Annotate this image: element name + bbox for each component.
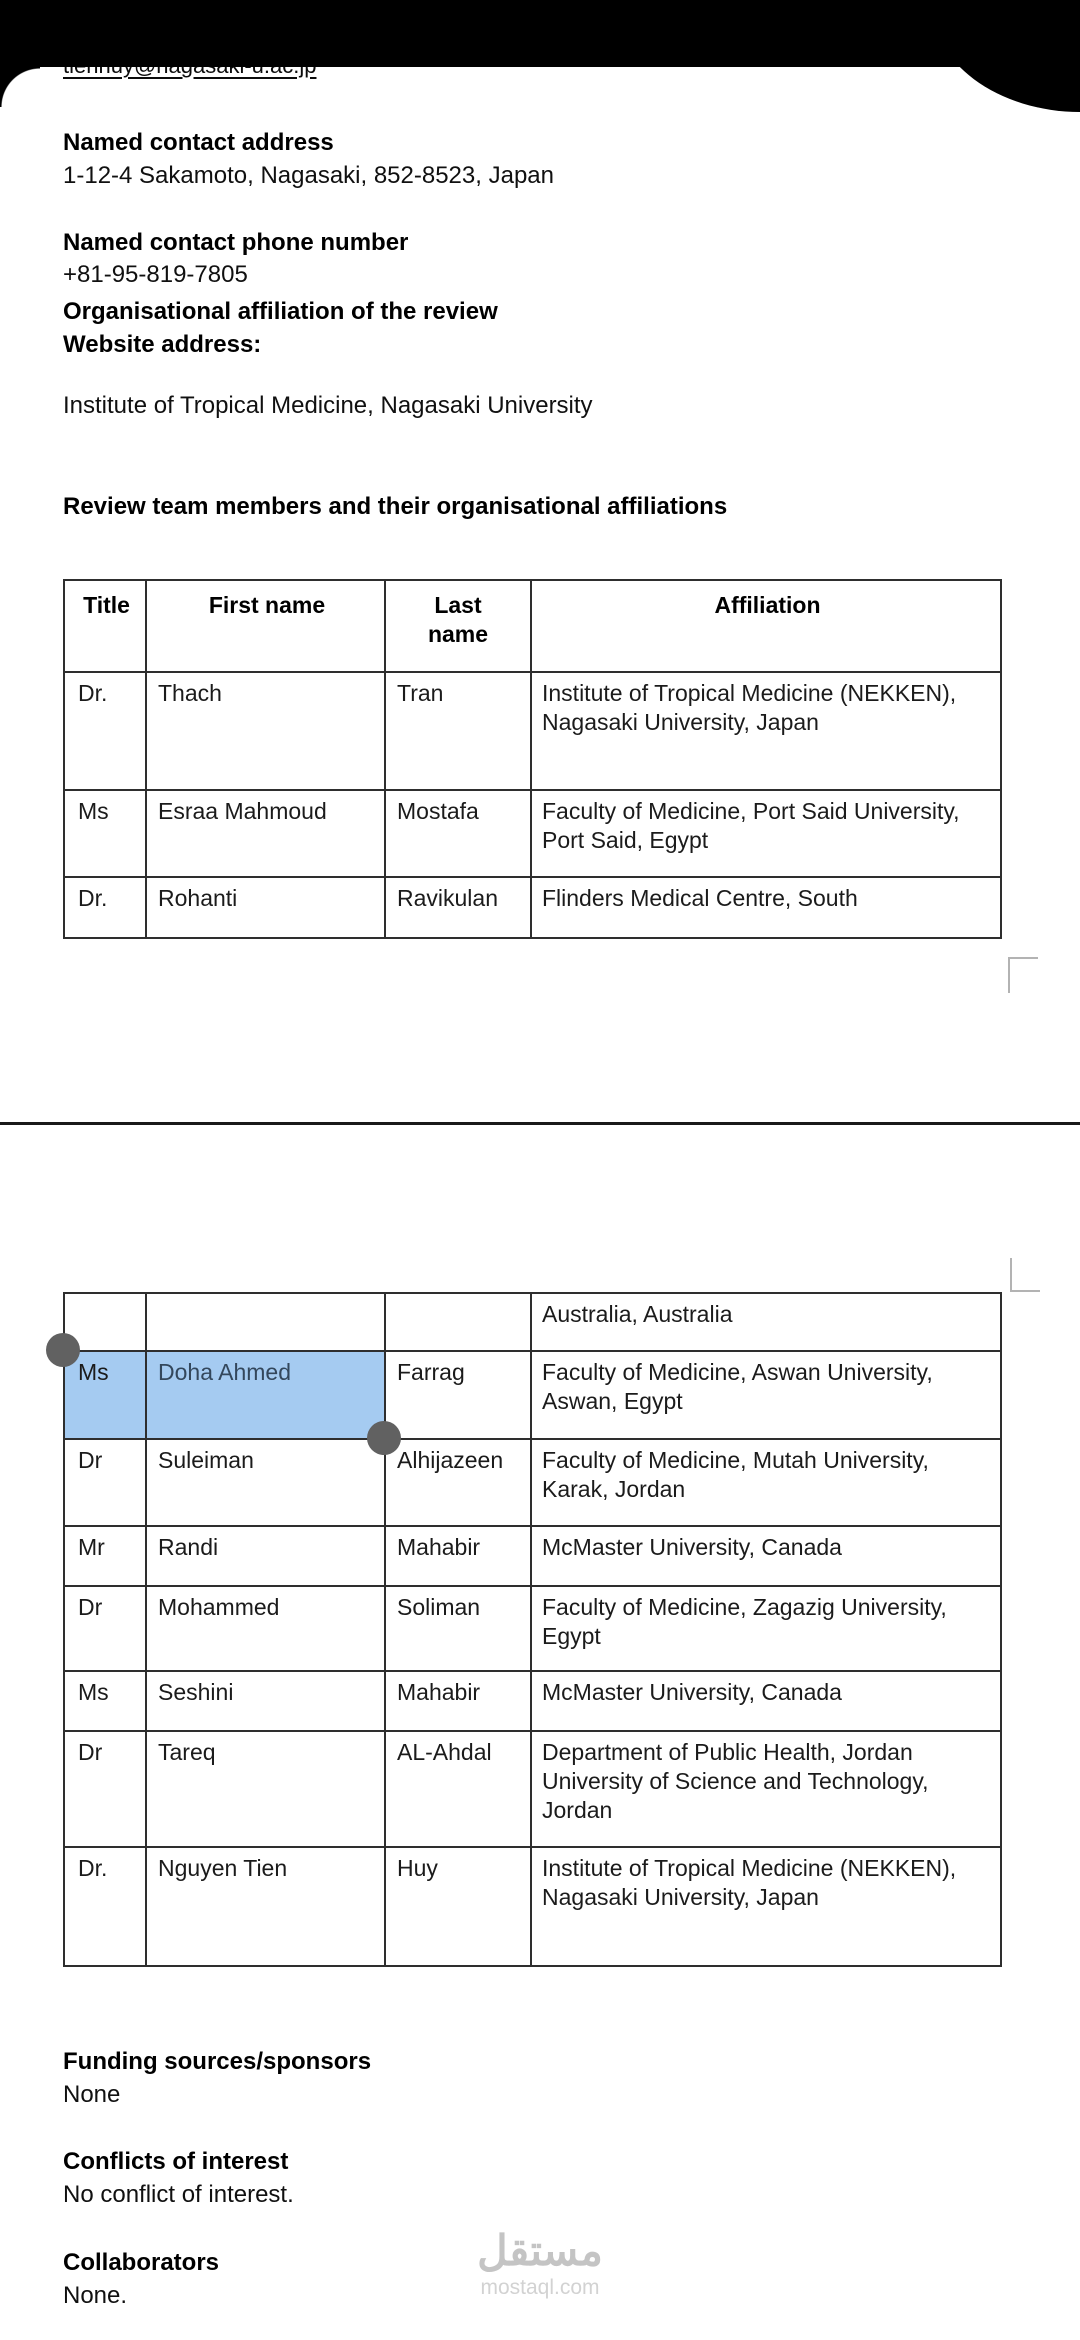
cell-first-name: Tareq xyxy=(146,1731,385,1847)
conflicts-value: No conflict of interest. xyxy=(63,2181,294,2208)
cell-first-name xyxy=(146,1293,385,1351)
camera-cutout xyxy=(930,0,1080,112)
cell-first-name: Thach xyxy=(146,672,385,790)
cell-first-name-selected: Doha Ahmed xyxy=(146,1351,385,1439)
cell-title: Mr xyxy=(64,1526,146,1586)
table-row xyxy=(64,1671,1001,1731)
page1-corner-mark xyxy=(1008,957,1038,993)
screen-corner-left xyxy=(0,67,40,107)
cell-last-name: Mahabir xyxy=(385,1526,531,1586)
cell-affiliation: Flinders Medical Centre, South xyxy=(531,877,1001,938)
cell-affiliation: Faculty of Medicine, Port Said University, Port Said, Egypt xyxy=(531,790,1001,877)
named-contact-address-label: Named contact address xyxy=(63,129,334,156)
cell-last-name: Mahabir xyxy=(385,1671,531,1731)
cell-title: Dr xyxy=(64,1439,146,1526)
cell-title: Dr. xyxy=(64,1847,146,1966)
funding-value: None xyxy=(63,2081,121,2108)
cell-first-name: Seshini xyxy=(146,1671,385,1731)
selection-handle-end[interactable] xyxy=(367,1421,401,1455)
page2-corner-mark xyxy=(1010,1258,1040,1292)
table-row xyxy=(64,1847,1001,1966)
cell-affiliation: Department of Public Health, Jordan University of Science and Technology, Jordan xyxy=(531,1731,1001,1847)
watermark-domain-text: mostaql.com xyxy=(480,2276,600,2299)
status-bar xyxy=(0,0,1080,67)
table-row-selected xyxy=(64,1351,1001,1439)
watermark-arabic-text: مستقل xyxy=(477,2227,603,2274)
table-row xyxy=(64,672,1001,790)
cell-affiliation: McMaster University, Canada xyxy=(531,1671,1001,1731)
cell-title: Dr. xyxy=(64,672,146,790)
cell-first-name: Esraa Mahmoud xyxy=(146,790,385,877)
funding-label: Funding sources/sponsors xyxy=(63,2048,372,2075)
column-header-first-name: First name xyxy=(146,580,385,672)
cell-first-name: Randi xyxy=(146,1526,385,1586)
table-row xyxy=(64,877,1001,938)
collaborators-label: Collaborators xyxy=(63,2249,220,2276)
table-header-row xyxy=(64,580,1001,672)
phone-number-value: +81-95-819-7805 xyxy=(63,261,248,288)
cell-last-name: Mostafa xyxy=(385,790,531,877)
cell-last-name: Tran xyxy=(385,672,531,790)
named-contact-address-value: 1-12-4 Sakamoto, Nagasaki, 852-8523, Japan xyxy=(63,162,554,189)
cell-last-name: Farrag xyxy=(385,1351,531,1439)
page-separator-line xyxy=(0,1122,1080,1125)
cell-last-name: Ravikulan xyxy=(385,877,531,938)
column-header-last-name: Last name xyxy=(385,580,531,672)
collaborators-value: None. xyxy=(63,2282,128,2309)
cell-affiliation: McMaster University, Canada xyxy=(531,1526,1001,1586)
cell-affiliation: Faculty of Medicine, Zagazig University, Egypt xyxy=(531,1586,1001,1671)
cell-title: Dr xyxy=(64,1586,146,1671)
table-row xyxy=(64,1293,1001,1351)
cell-title: Ms xyxy=(64,1351,146,1439)
phone-number-label: Named contact phone number xyxy=(63,229,409,256)
cell-affiliation: Australia, Australia xyxy=(531,1293,1001,1351)
team-table-page2 xyxy=(63,1292,1002,1967)
team-table-page1 xyxy=(63,579,1002,939)
website-address-label: Website address: xyxy=(63,331,262,358)
team-members-heading: Review team members and their organisational affiliations xyxy=(63,493,728,520)
cell-first-name: Suleiman xyxy=(146,1439,385,1526)
cell-first-name: Nguyen Tien xyxy=(146,1847,385,1966)
selection-handle-start[interactable] xyxy=(46,1333,80,1367)
cell-last-name xyxy=(385,1293,531,1351)
cell-last-name: AL-Ahdal xyxy=(385,1731,531,1847)
org-affiliation-label: Organisational affiliation of the review xyxy=(63,298,498,325)
org-affiliation-value: Institute of Tropical Medicine, Nagasaki University xyxy=(63,392,593,419)
cell-affiliation: Institute of Tropical Medicine (NEKKEN), Nagasaki University, Japan xyxy=(531,1847,1001,1966)
cell-affiliation: Faculty of Medicine, Aswan University, Aswan, Egypt xyxy=(531,1351,1001,1439)
cell-last-name: Soliman xyxy=(385,1586,531,1671)
table-row xyxy=(64,1731,1001,1847)
cell-title: Dr xyxy=(64,1731,146,1847)
cell-last-name: Huy xyxy=(385,1847,531,1966)
table-row xyxy=(64,1526,1001,1586)
cell-last-name: Alhijazeen xyxy=(385,1439,531,1526)
cell-affiliation: Institute of Tropical Medicine (NEKKEN), Nagasaki University, Japan xyxy=(531,672,1001,790)
table-row xyxy=(64,1586,1001,1671)
column-header-affiliation: Affiliation xyxy=(531,580,1001,672)
cell-affiliation: Faculty of Medicine, Mutah University, Karak, Jordan xyxy=(531,1439,1001,1526)
column-header-title: Title xyxy=(64,580,146,672)
cell-title: Ms xyxy=(64,790,146,877)
cell-title: Ms xyxy=(64,1671,146,1731)
conflicts-label: Conflicts of interest xyxy=(63,2148,289,2175)
table-row xyxy=(64,790,1001,877)
cell-first-name: Rohanti xyxy=(146,877,385,938)
cell-title: Dr. xyxy=(64,877,146,938)
cell-first-name: Mohammed xyxy=(146,1586,385,1671)
table-row xyxy=(64,1439,1001,1526)
